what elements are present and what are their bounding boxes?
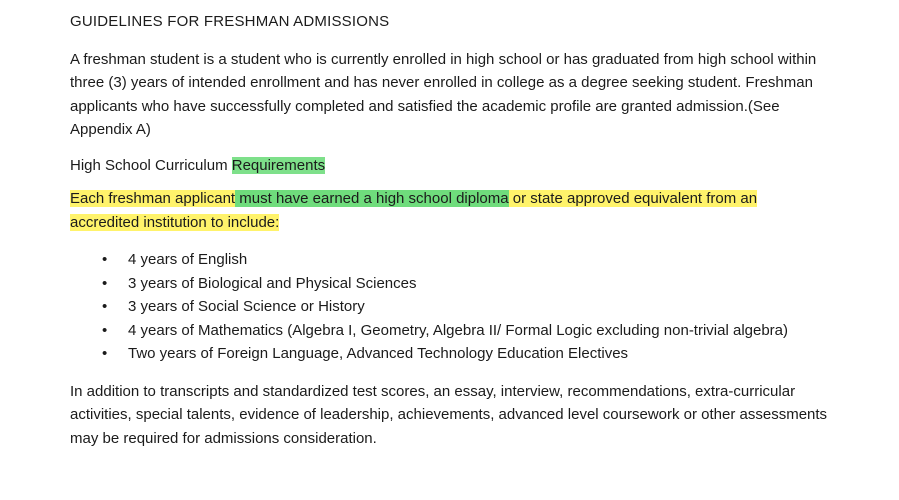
- list-item: [102, 295, 840, 319]
- document-page: [70, 10, 840, 450]
- bullet-icon: •: [102, 321, 108, 339]
- course-text: 3 years of Social Science or History: [128, 298, 365, 315]
- list-item: [102, 319, 840, 343]
- bullet-icon: •: [102, 298, 108, 315]
- curriculum-heading-prefix: High School Curriculum: [70, 156, 232, 174]
- requirement-highlight-part1: Each freshman applicant: [70, 190, 236, 207]
- course-text: 4 years of Mathematics (Algebra I, Geometry, Algebra II/ Formal Logic excluding non-trivial algebra): [128, 321, 789, 339]
- bullet-icon: •: [102, 274, 108, 292]
- requirement-highlight-part2: must have earned a high school diploma: [235, 190, 509, 207]
- list-item: [102, 272, 840, 296]
- requirement-highlight-part3: or state approved equivalent from an accredited institution to include:: [70, 190, 758, 231]
- requirements-highlight: Requirements: [231, 156, 326, 174]
- list-item: [102, 248, 840, 272]
- curriculum-heading: [70, 154, 840, 178]
- requirement-paragraph: [70, 187, 830, 234]
- closing-paragraph: In addition to transcripts and standardized test scores, an essay, interview, recommendations, extra-curricular activities, special talents, evidence of leadership, achievements, advanced level coursework or other assessments may be required for admissions consideration.: [70, 382, 828, 447]
- course-text: 3 years of Biological and Physical Sciences: [128, 274, 417, 292]
- course-text: 4 years of English: [128, 251, 248, 268]
- document-title: GUIDELINES FOR FRESHMAN ADMISSIONS: [70, 13, 390, 30]
- intro-paragraph: A freshman student is a student who is currently enrolled in high school or has graduated from high school within three (3) years of intended enrollment and has never enrolled in college as a degree seeking student. Freshman applicants who have successfully completed and satisfied the academic profile are granted admission.(See Appendix A): [70, 50, 817, 138]
- bullet-icon: •: [102, 345, 108, 362]
- course-text: Two years of Foreign Language, Advanced Technology Education Electives: [128, 345, 629, 362]
- list-item: [102, 342, 840, 366]
- course-list: [70, 248, 840, 366]
- bullet-icon: •: [102, 251, 108, 268]
